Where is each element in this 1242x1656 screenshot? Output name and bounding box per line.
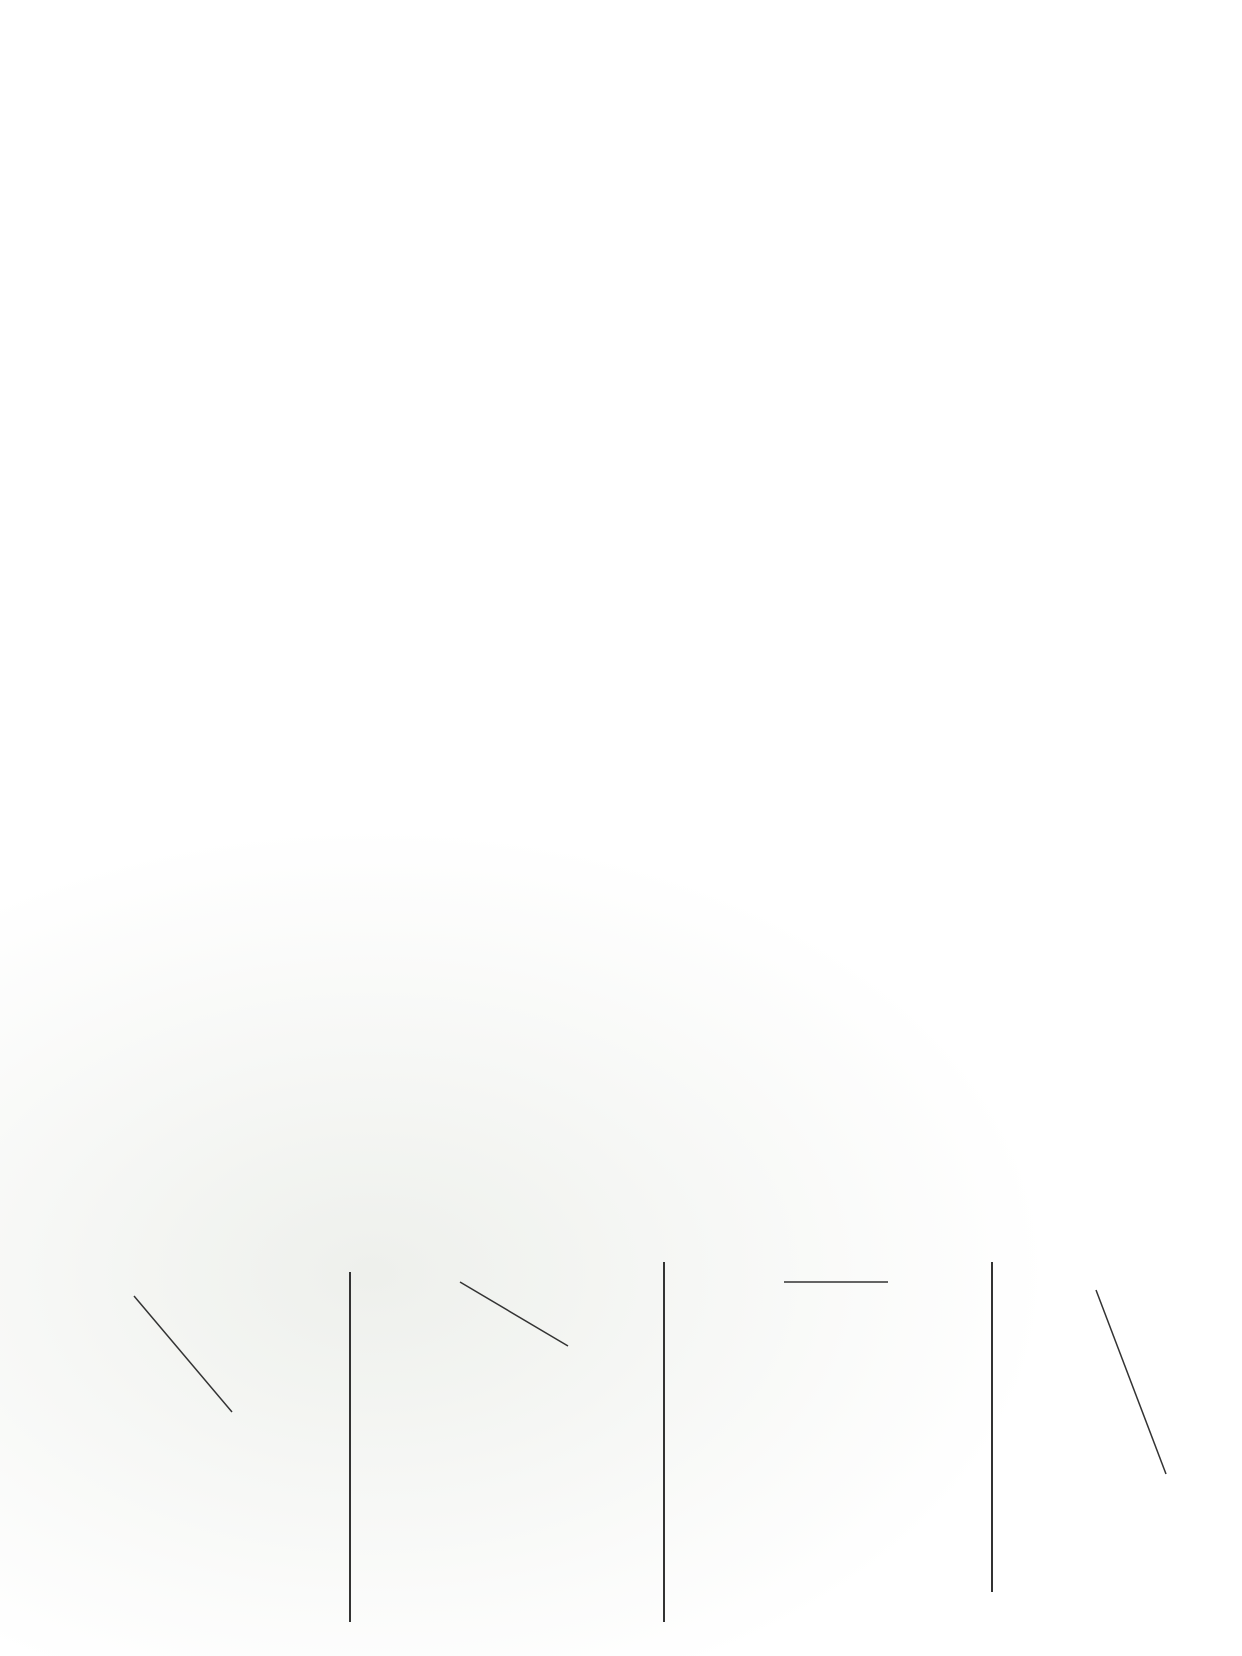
- example-link-2: [460, 1282, 568, 1346]
- example-link-4: [1096, 1290, 1166, 1474]
- example-link-1: [134, 1296, 232, 1412]
